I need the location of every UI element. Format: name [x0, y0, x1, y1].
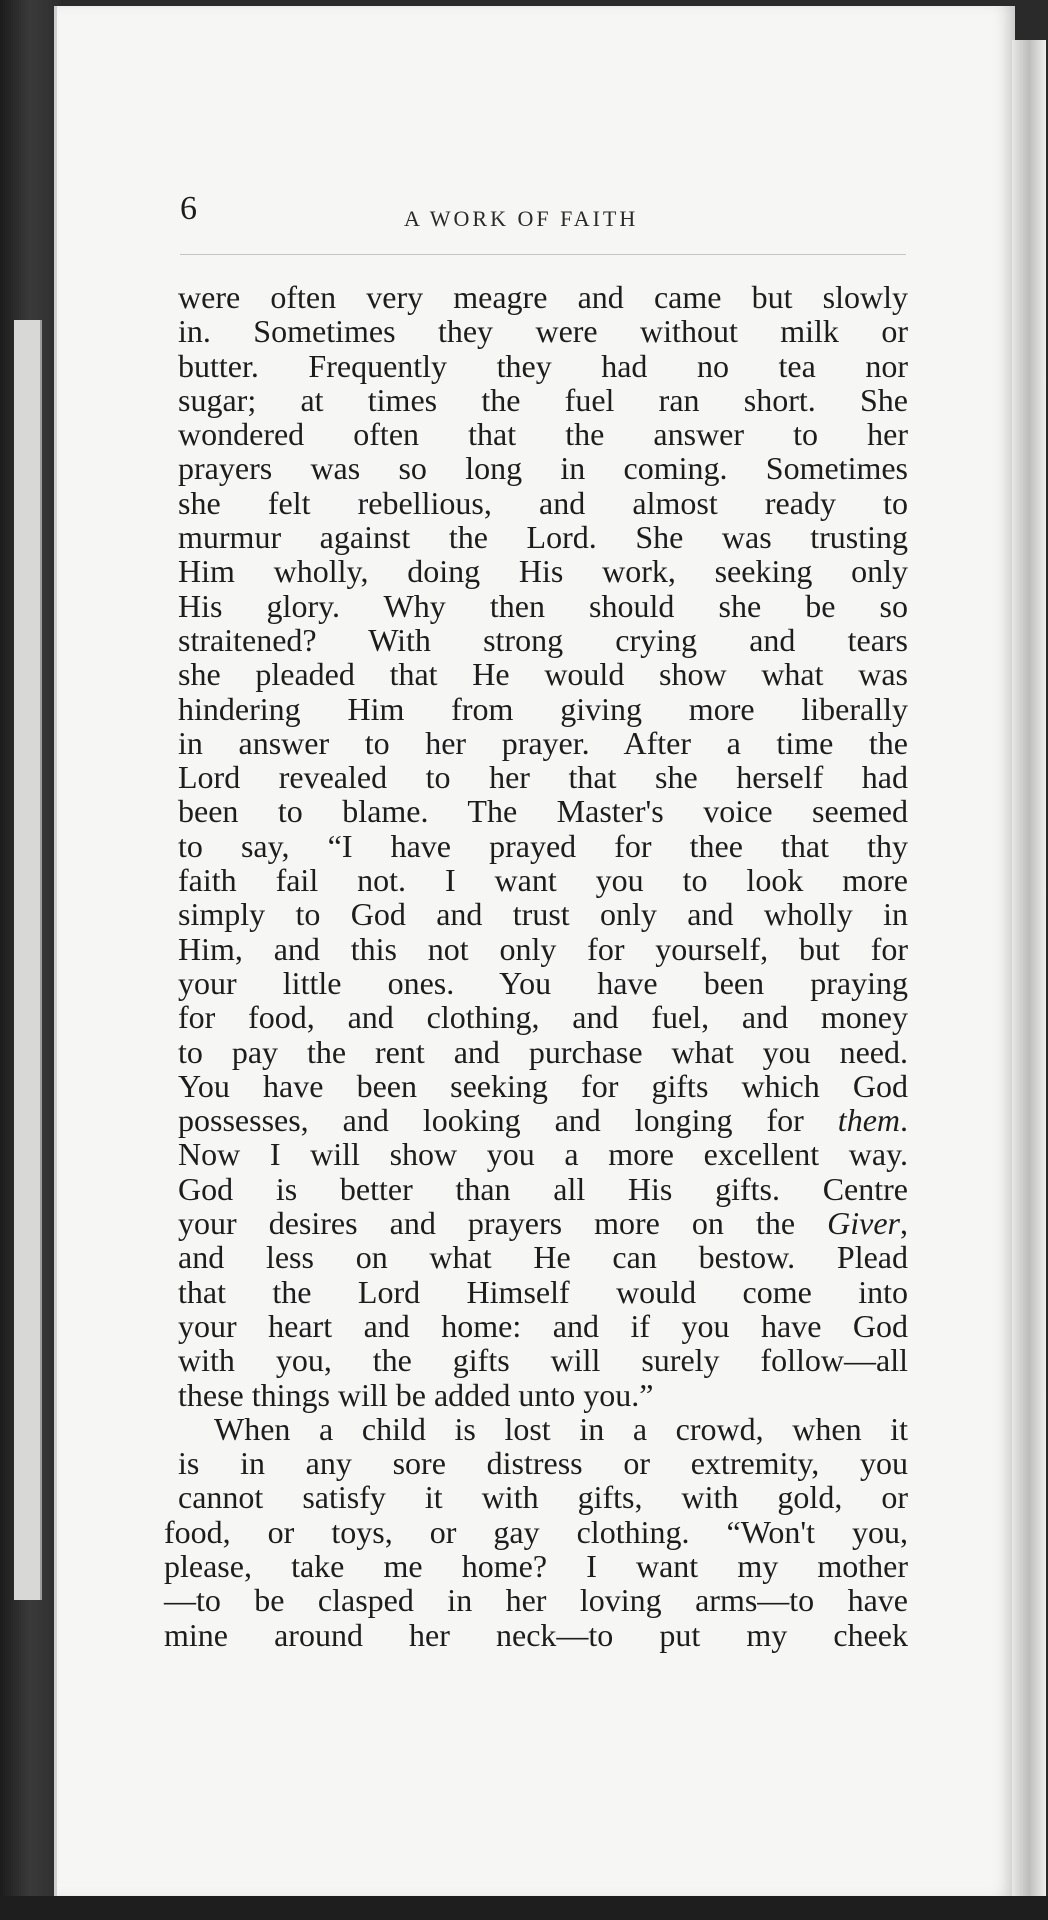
text-line: your little ones. You have been praying	[178, 964, 908, 1001]
text-line: mine around her neck—to put my cheek	[164, 1616, 908, 1653]
text-line: When a child is lost in a crowd, when it	[214, 1410, 908, 1447]
text-line: wondered often that the answer to her	[178, 416, 908, 453]
running-title: A WORK OF FAITH	[404, 206, 639, 231]
text-line: God is better than all His gifts. Centre	[178, 1170, 908, 1207]
header-rule	[180, 254, 906, 255]
text-line: for food, and clothing, and fuel, and money	[178, 999, 908, 1036]
page-edge-right	[1012, 40, 1046, 1920]
text-line: to say, “I have prayed for thee that thy	[178, 827, 908, 864]
text-line: with you, the gifts will surely follow—all	[178, 1342, 908, 1379]
previous-page-edge	[14, 320, 42, 1600]
text-line: your heart and home: and if you have God	[178, 1307, 908, 1344]
emphasis: them	[837, 1102, 900, 1139]
text-line: were often very meagre and came but slowly	[178, 279, 908, 315]
text-line: been to blame. The Master's voice seemed	[178, 793, 908, 830]
emphasis: Giver	[827, 1205, 900, 1242]
text-line: Now I will show you a more excellent way.	[178, 1136, 908, 1173]
text-line: to pay the rent and purchase what you need.	[178, 1033, 908, 1070]
scan-background-bottom	[0, 1896, 1048, 1920]
text-line: is in any sore distress or extremity, you	[178, 1445, 908, 1482]
text-line: You have been seeking for gifts which God	[178, 1067, 908, 1104]
text-line: in answer to her prayer. After a time the	[178, 724, 908, 761]
text-line: sugar; at times the fuel ran short. She	[178, 381, 908, 418]
text-line: that the Lord Himself would come into	[178, 1273, 908, 1310]
text-line: and less on what He can bestow. Plead	[178, 1239, 908, 1276]
text-line: these things will be added unto you.”	[178, 1376, 654, 1413]
page-number: 6	[180, 190, 197, 227]
text-line: hindering Him from giving more liberally	[178, 690, 908, 727]
text-line: she felt rebellious, and almost ready to	[178, 484, 908, 521]
text-line: straitened? With strong crying and tears	[178, 621, 908, 658]
text-line: Lord revealed to her that she herself had	[178, 759, 908, 796]
text-line: cannot satisfy it with gifts, with gold, or	[178, 1479, 908, 1516]
text-line: food, or toys, or gay clothing. “Won't you,	[164, 1513, 908, 1550]
text-line: please, take me home? I want my mother	[164, 1547, 908, 1584]
text-line: Him, and this not only for yourself, but for	[178, 930, 908, 967]
text-line: —to be clasped in her loving arms—to have	[164, 1582, 908, 1619]
text-line: she pleaded that He would show what was	[178, 656, 908, 693]
text-line: His glory. Why then should she be so	[178, 587, 908, 624]
text-line: in. Sometimes they were without milk or	[178, 313, 908, 350]
text-line: simply to God and trust only and wholly in	[178, 896, 908, 933]
text-line: prayers was so long in coming. Sometimes	[178, 450, 908, 487]
text-line: butter. Frequently they had no tea nor	[178, 347, 908, 384]
text-line: faith fail not. I want you to look more	[178, 862, 908, 899]
text-line: possesses, and looking and longing for them.	[178, 1102, 908, 1139]
text-line: your desires and prayers more on the Giver,	[178, 1205, 908, 1242]
text-line: Him wholly, doing His work, seeking only	[178, 553, 908, 590]
text-line: murmur against the Lord. She was trusting	[178, 519, 908, 556]
body-text	[164, 279, 908, 1653]
page-header	[180, 190, 908, 250]
